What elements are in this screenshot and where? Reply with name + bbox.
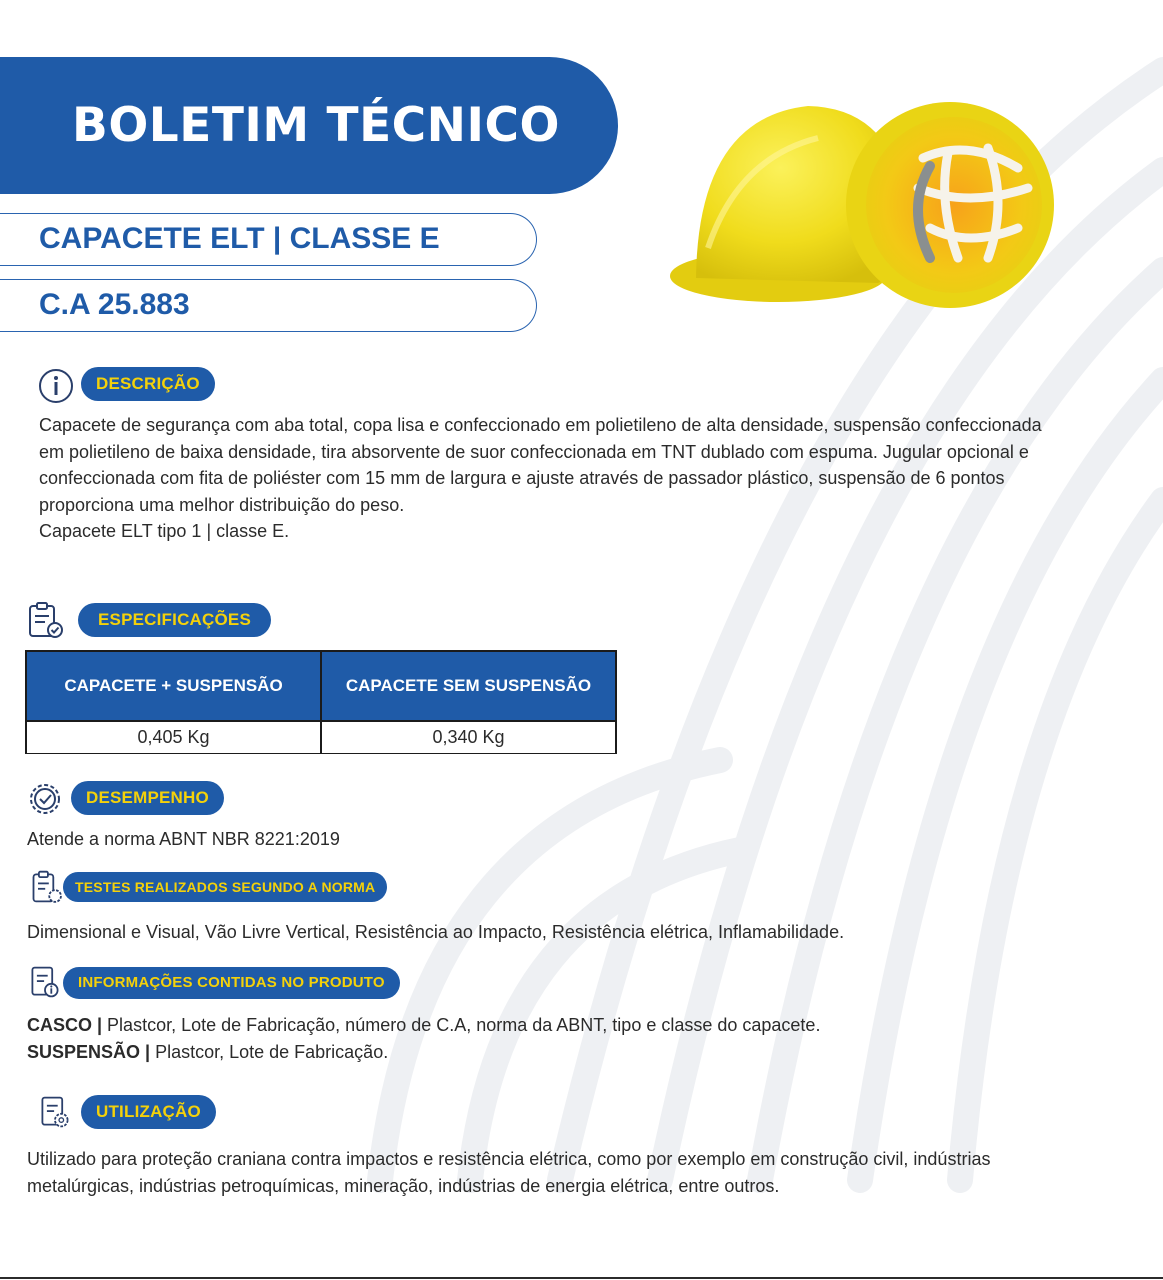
clipboard-gear-icon (29, 869, 65, 905)
suspensao-text: Plastcor, Lote de Fabricação. (150, 1041, 389, 1062)
badge-desempenho: DESEMPENHO (71, 781, 224, 815)
casco-label: CASCO | (27, 1015, 103, 1035)
descricao-line: confeccionada com fita de poliéster com 15 mm de largura e ajuste através de passador plástico, suspensão de 6 pontos (39, 468, 1005, 488)
document-info-icon (27, 964, 63, 1000)
desempenho-text: Atende a norma ABNT NBR 8221:2019 (27, 829, 340, 849)
descricao-line: proporciona uma melhor distribuição do peso. (39, 494, 405, 515)
spec-value-sem-suspensao: 0,340 Kg (321, 721, 615, 753)
descricao-text (39, 412, 1135, 545)
badge-descricao: DESCRIÇÃO (81, 367, 215, 401)
spec-table (25, 650, 617, 754)
spec-header-com-suspensao: CAPACETE + SUSPENSÃO (27, 652, 321, 721)
document-settings-icon (37, 1094, 73, 1130)
casco-text: Plastcor, Lote de Fabricação, número de C.A, norma da ABNT, tipo e classe do capacete. (102, 1015, 821, 1035)
suspensao-label: SUSPENSÃO | (27, 1041, 151, 1062)
casco-line (27, 1012, 1137, 1039)
spec-value-com-suspensao: 0,405 Kg (27, 721, 321, 753)
product-name: CAPACETE ELT | CLASSE E (39, 222, 440, 255)
utilizacao-line: Utilizado para proteção craniana contra impactos e resistência elétrica, como por exemplo em construção civil, indústrias (27, 1149, 991, 1169)
bottom-divider (0, 1277, 1163, 1279)
descricao-line: Capacete ELT tipo 1 | classe E. (39, 521, 290, 541)
badge-utilizacao: UTILIZAÇÃO (81, 1095, 216, 1129)
suspensao-line (27, 1039, 1137, 1066)
spec-value-row (27, 721, 615, 753)
badge-testes: TESTES REALIZADOS SEGUNDO A NORMA (63, 872, 387, 902)
info-icon (36, 366, 76, 406)
gear-check-icon (25, 779, 65, 819)
utilizacao-text (27, 1146, 1137, 1199)
spec-header-row (27, 652, 615, 721)
utilizacao-line: metalúrgicas, indústrias petroquímicas, mineração, indústrias de energia elétrica, entre outros. (27, 1175, 780, 1196)
page-title: BOLETIM TÉCNICO (72, 98, 560, 153)
helmet-image (668, 98, 1068, 313)
descricao-line: Capacete de segurança com aba total, copa lisa e confeccionado em polietileno de alta densidade, suspensão confeccionada (39, 415, 1042, 435)
badge-informacoes: INFORMAÇÕES CONTIDAS NO PRODUTO (63, 967, 400, 999)
clipboard-check-icon (25, 600, 65, 640)
informacoes-text (27, 1012, 1137, 1065)
spec-header-sem-suspensao: CAPACETE SEM SUSPENSÃO (321, 652, 615, 721)
ca-number: C.A 25.883 (39, 288, 190, 321)
badge-especificacoes: ESPECIFICAÇÕES (78, 603, 271, 637)
testes-text: Dimensional e Visual, Vão Livre Vertical, Resistência ao Impacto, Resistência elétrica, Inflamabilidade. (27, 922, 845, 942)
descricao-line: em polietileno de baixa densidade, tira absorvente de suor confeccionada em TNT dublado com espuma. Jugular opcional e (39, 441, 1029, 462)
